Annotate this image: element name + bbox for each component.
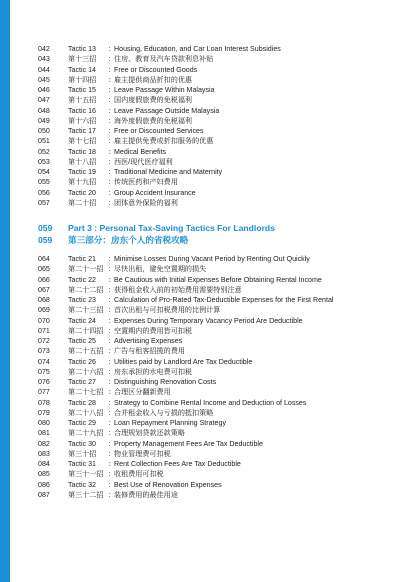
toc-entry[interactable] xyxy=(38,305,400,315)
page-number: 085 xyxy=(38,470,50,479)
separator: : xyxy=(108,45,111,53)
page-number: 044 xyxy=(38,65,50,74)
page-number: 077 xyxy=(38,388,50,397)
entry-title: 合并租金收入与亏损的抵扣策略 xyxy=(114,408,214,417)
separator: : xyxy=(108,316,111,325)
separator: : xyxy=(108,116,111,125)
separator: : xyxy=(108,75,111,84)
part-title: Part 3 : Personal Tax-Saving Tactics For Landlords xyxy=(68,223,275,233)
separator: : xyxy=(108,347,111,356)
tactic-label: 第二十三招 xyxy=(68,306,104,315)
toc-entry[interactable] xyxy=(38,126,400,136)
separator: : xyxy=(108,470,111,479)
page-number: 079 xyxy=(38,408,50,417)
separator: : xyxy=(108,86,111,94)
toc-entry[interactable] xyxy=(38,198,400,208)
tactic-label: Tactic 25 xyxy=(68,337,96,345)
entry-title: 西医/现代医疗福利 xyxy=(114,157,173,166)
separator: : xyxy=(108,137,111,146)
tactic-label: 第十九招 xyxy=(68,178,97,187)
tactic-label: 第二十四招 xyxy=(68,326,104,335)
entry-title: Housing, Education, and Car Loan Interest Subsidies xyxy=(114,45,281,53)
toc-entry[interactable] xyxy=(38,408,400,418)
separator: : xyxy=(108,378,111,386)
entry-title: Group Accident Insurance xyxy=(114,188,196,197)
entry-title: 合理规划贷款还款策略 xyxy=(114,429,185,438)
page-number: 068 xyxy=(38,296,50,304)
tactic-label: Tactic 24 xyxy=(68,316,96,325)
toc-entry[interactable] xyxy=(38,106,400,116)
page-number: 084 xyxy=(38,460,50,468)
entry-title: Be Cautious with Initial Expenses Before Obtaining Rental Income xyxy=(114,275,322,284)
entry-title: Best Use of Renovation Expenses xyxy=(114,480,222,489)
tactic-label: 第十五招 xyxy=(68,96,97,105)
separator: : xyxy=(108,480,111,489)
toc-entry[interactable] xyxy=(38,285,400,295)
tactic-label: Tactic 15 xyxy=(68,86,96,94)
separator: : xyxy=(108,490,111,499)
page-number: 083 xyxy=(38,449,50,458)
tactic-label: 第三十一招 xyxy=(68,470,104,479)
table-of-contents xyxy=(38,44,400,500)
toc-entry[interactable] xyxy=(38,326,400,336)
entry-title: 空置期内的费用皆可扣税 xyxy=(114,326,193,335)
separator: : xyxy=(108,168,111,176)
tactic-label: Tactic 27 xyxy=(68,378,96,386)
tactic-label: 第十六招 xyxy=(68,116,97,125)
page-number: 069 xyxy=(38,306,50,315)
separator: : xyxy=(108,157,111,166)
toc-entry[interactable] xyxy=(38,357,400,367)
toc-entry[interactable] xyxy=(38,65,400,75)
entry-title: Distinguishing Renovation Costs xyxy=(114,378,217,386)
toc-entry[interactable] xyxy=(38,136,400,146)
entry-title: Utilities paid by Landlord Are Tax Deductible xyxy=(114,357,253,366)
part-heading-zh xyxy=(38,234,400,246)
tactic-label: 第三十招 xyxy=(68,449,97,458)
entry-title: Advertising Expenses xyxy=(114,337,183,345)
entry-title: 海外度假旅费的免税福利 xyxy=(114,116,193,125)
tactic-label: Tactic 23 xyxy=(68,296,96,304)
toc-entry[interactable] xyxy=(38,116,400,126)
tactic-label: Tactic 28 xyxy=(68,398,96,407)
entry-title: 尽快出租，避免空置期的损失 xyxy=(114,265,207,274)
side-accent-bar xyxy=(0,0,10,582)
separator: : xyxy=(108,255,111,263)
page-number: 043 xyxy=(38,55,50,64)
entry-title: Leave Passage Within Malaysia xyxy=(114,86,215,94)
toc-entry[interactable] xyxy=(38,157,400,167)
toc-entry[interactable] xyxy=(38,264,400,274)
tactic-label: Tactic 29 xyxy=(68,419,96,427)
entry-title: 国内度假旅费的免税福利 xyxy=(114,96,193,105)
entry-title: Property Management Fees Are Tax Deductible xyxy=(114,439,263,448)
separator: : xyxy=(108,337,111,345)
page-number: 065 xyxy=(38,265,50,274)
page-number: 082 xyxy=(38,439,50,448)
entry-title: Minimise Losses During Vacant Period by Renting Out Quickly xyxy=(114,255,310,263)
page-number: 066 xyxy=(38,275,50,284)
page-number: 046 xyxy=(38,86,50,94)
entry-title: 传统医药和产妇费用 xyxy=(114,178,178,187)
separator: : xyxy=(108,306,111,315)
separator: : xyxy=(108,285,111,294)
separator: : xyxy=(108,296,111,304)
toc-list-part3 xyxy=(38,254,400,500)
page-number: 056 xyxy=(38,188,50,197)
tactic-label: Tactic 20 xyxy=(68,188,96,197)
separator: : xyxy=(108,265,111,274)
entry-title: Leave Passage Outside Malaysia xyxy=(114,106,220,115)
toc-entry[interactable] xyxy=(38,95,400,105)
entry-title: Strategy to Combine Rental Income and Deduction of Losses xyxy=(114,398,307,407)
toc-entry[interactable] xyxy=(38,449,400,459)
page-number: 049 xyxy=(38,116,50,125)
page-number: 042 xyxy=(38,45,50,53)
entry-title: Rent Collection Fees Are Tax Deductible xyxy=(114,460,241,468)
entry-title: 住房、教育及汽车贷款利息补贴 xyxy=(114,55,214,64)
entry-title: 广告与租客招揽的费用 xyxy=(114,347,185,356)
tactic-label: 第二十二招 xyxy=(68,285,104,294)
separator: : xyxy=(108,367,111,376)
toc-entry[interactable] xyxy=(38,167,400,177)
toc-entry[interactable] xyxy=(38,85,400,95)
page-number: 086 xyxy=(38,480,50,489)
toc-entry[interactable] xyxy=(38,44,400,54)
tactic-label: 第二十九招 xyxy=(68,429,104,438)
tactic-label: Tactic 19 xyxy=(68,168,96,176)
tactic-label: Tactic 32 xyxy=(68,480,96,489)
page-number: 073 xyxy=(38,347,50,356)
page-number: 055 xyxy=(38,178,50,187)
part-page-number: 059 xyxy=(38,223,53,233)
toc-list-part2 xyxy=(38,44,400,208)
entry-title: 合理区分翻新费用 xyxy=(114,388,171,397)
entry-title: Medical Benefits xyxy=(114,147,167,156)
entry-title: Loan Repayment Planning Strategy xyxy=(114,419,226,427)
page-number: 074 xyxy=(38,357,50,366)
toc-entry[interactable] xyxy=(38,439,400,449)
page-number: 087 xyxy=(38,490,50,499)
toc-entry[interactable] xyxy=(38,418,400,428)
tactic-label: Tactic 14 xyxy=(68,65,96,74)
separator: : xyxy=(108,449,111,458)
page-number: 070 xyxy=(38,316,50,325)
toc-entry[interactable] xyxy=(38,75,400,85)
tactic-label: 第十七招 xyxy=(68,137,97,146)
toc-entry[interactable] xyxy=(38,480,400,490)
page-number: 051 xyxy=(38,137,50,146)
tactic-label: 第十八招 xyxy=(68,157,97,166)
entry-title: Free or Discounted Goods xyxy=(114,65,198,74)
page-number: 054 xyxy=(38,168,50,176)
page-number: 048 xyxy=(38,106,50,115)
page-number: 081 xyxy=(38,429,50,438)
separator: : xyxy=(108,65,111,74)
page-number: 053 xyxy=(38,157,50,166)
separator: : xyxy=(108,419,111,427)
toc-entry[interactable] xyxy=(38,367,400,377)
tactic-label: Tactic 17 xyxy=(68,127,96,135)
toc-entry[interactable] xyxy=(38,254,400,264)
page-number: 071 xyxy=(38,326,50,335)
separator: : xyxy=(108,96,111,105)
page-number: 075 xyxy=(38,367,50,376)
toc-entry[interactable] xyxy=(38,188,400,198)
entry-title: 首次出租与可扣税费用的比例计算 xyxy=(114,306,221,315)
tactic-label: Tactic 21 xyxy=(68,255,96,263)
tactic-label: Tactic 18 xyxy=(68,147,96,156)
tactic-label: Tactic 26 xyxy=(68,357,96,366)
toc-entry[interactable] xyxy=(38,147,400,157)
page-number: 080 xyxy=(38,419,50,427)
separator: : xyxy=(108,198,111,207)
entry-title: Calculation of Pro-Rated Tax-Deductible Expenses for the First Rental xyxy=(114,296,334,304)
separator: : xyxy=(108,357,111,366)
toc-entry[interactable] xyxy=(38,316,400,326)
separator: : xyxy=(108,326,111,335)
separator: : xyxy=(108,275,111,284)
part-page-number: 059 xyxy=(38,235,53,245)
page-number: 057 xyxy=(38,198,50,207)
tactic-label: Tactic 16 xyxy=(68,106,96,115)
tactic-label: Tactic 13 xyxy=(68,45,96,53)
toc-entry[interactable] xyxy=(38,428,400,438)
part-title-zh: 第三部分：房东个人的省税攻略 xyxy=(68,235,189,245)
toc-entry[interactable] xyxy=(38,377,400,387)
separator: : xyxy=(108,178,111,187)
separator: : xyxy=(108,147,111,156)
page-number: 072 xyxy=(38,337,50,345)
entry-title: 团体意外保险的福利 xyxy=(114,198,178,207)
separator: : xyxy=(108,460,111,468)
separator: : xyxy=(108,408,111,417)
page-number: 064 xyxy=(38,255,50,263)
page-number: 076 xyxy=(38,378,50,386)
part-heading-en xyxy=(38,222,400,234)
page-number: 052 xyxy=(38,147,50,156)
page-number: 045 xyxy=(38,75,50,84)
toc-entry[interactable] xyxy=(38,469,400,479)
separator: : xyxy=(108,106,111,115)
separator: : xyxy=(108,388,111,397)
tactic-label: 第十四招 xyxy=(68,75,97,84)
toc-entry[interactable] xyxy=(38,336,400,346)
separator: : xyxy=(108,439,111,448)
separator: : xyxy=(108,55,111,64)
tactic-label: 第三十二招 xyxy=(68,490,104,499)
entry-title: 房东承担的水电费可扣税 xyxy=(114,367,193,376)
separator: : xyxy=(108,188,111,197)
tactic-label: 第二十七招 xyxy=(68,388,104,397)
separator: : xyxy=(108,127,111,135)
page-number: 067 xyxy=(38,285,50,294)
page-number: 050 xyxy=(38,127,50,135)
entry-title: Expenses During Temporary Vacancy Period Are Deductible xyxy=(114,316,303,325)
entry-title: 雇主提供商品折扣的优惠 xyxy=(114,75,193,84)
tactic-label: Tactic 30 xyxy=(68,439,96,448)
tactic-label: Tactic 22 xyxy=(68,275,96,284)
entry-title: 雇主提供免费或折扣服务的优惠 xyxy=(114,137,214,146)
toc-entry[interactable] xyxy=(38,54,400,64)
tactic-label: 第十三招 xyxy=(68,55,97,64)
entry-title: 装修费用的最佳用途 xyxy=(114,490,178,499)
toc-entry[interactable] xyxy=(38,459,400,469)
toc-entry[interactable] xyxy=(38,398,400,408)
toc-entry[interactable] xyxy=(38,387,400,397)
tactic-label: 第二十六招 xyxy=(68,367,104,376)
tactic-label: Tactic 31 xyxy=(68,460,96,468)
toc-entry[interactable] xyxy=(38,275,400,285)
tactic-label: 第二十招 xyxy=(68,198,97,207)
toc-entry[interactable] xyxy=(38,295,400,305)
entry-title: 物业管理费可扣税 xyxy=(114,449,171,458)
toc-entry[interactable] xyxy=(38,346,400,356)
entry-title: 获得租金收入前的初始费用需要特别注意 xyxy=(114,285,242,294)
separator: : xyxy=(108,429,111,438)
page-number: 078 xyxy=(38,398,50,407)
separator: : xyxy=(108,398,111,407)
entry-title: Free or Discounted Services xyxy=(114,127,204,135)
page-number: 047 xyxy=(38,96,50,105)
entry-title: 收租费用可扣税 xyxy=(114,470,164,479)
toc-entry[interactable] xyxy=(38,490,400,500)
toc-entry[interactable] xyxy=(38,177,400,187)
tactic-label: 第二十一招 xyxy=(68,265,104,274)
tactic-label: 第二十八招 xyxy=(68,408,104,417)
entry-title: Traditional Medicine and Maternity xyxy=(114,168,223,176)
tactic-label: 第二十五招 xyxy=(68,347,104,356)
